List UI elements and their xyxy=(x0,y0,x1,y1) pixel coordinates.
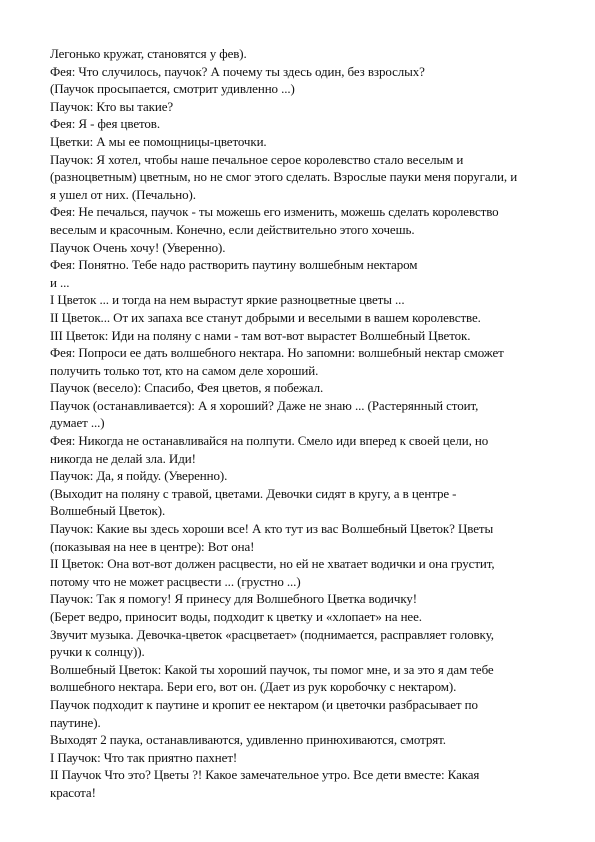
text-line: II Паучок Что это? Цветы ?! Какое замечательное утро. Все дети вместе: Какая xyxy=(50,767,480,783)
text-line: II Цветок... От их запаха все станут добрыми и веселыми в вашем королевстве. xyxy=(50,309,481,325)
text-line: Волшебный Цветок: Какой ты хороший паучок, ты помог мне, и за это я дам тебе xyxy=(50,661,494,677)
text-line: веселым и красочным. Конечно, если действительно этого хочешь. xyxy=(50,221,415,237)
text-line: потому что не может расцвести ... (грустно ...) xyxy=(50,573,301,589)
text-line: Паучок: Какие вы здесь хороши все! А кто тут из вас Волшебный Цветок? Цветы xyxy=(50,521,494,537)
text-line: Звучит музыка. Девочка-цветок «расцветает» (поднимается, расправляет головку, xyxy=(50,626,494,642)
text-line: (Паучок просыпается, смотрит удивленно ...) xyxy=(50,81,295,97)
text-line: Легонько кружат, становятся у фев). xyxy=(50,46,247,61)
text-line: III Цветок: Иди на поляну с нами - там вот-вот вырастет Волшебный Цветок. xyxy=(50,327,471,343)
text-line: Фея: Что случилось, паучок? А почему ты здесь один, без взрослых? xyxy=(50,63,425,79)
text-line: Фея: Понятно. Тебе надо растворить паутину волшебным нектаром xyxy=(50,257,418,273)
text-line: (Выходит на поляну с травой, цветами. Девочки сидят в кругу, а в центре - xyxy=(50,485,457,501)
text-line: красота! xyxy=(50,784,96,800)
text-line: думает ...) xyxy=(50,415,105,431)
text-line: получить только тот, кто на самом деле хороший. xyxy=(50,362,319,378)
text-line: никогда не делай зла. Иди! xyxy=(50,450,196,466)
text-line: Фея: Никогда не останавливайся на полпути. Смело иди вперед к своей цели, но xyxy=(50,433,489,449)
text-line: Паучок Очень хочу! (Уверенно). xyxy=(50,239,226,255)
text-line: Паучок: Так я помогу! Я принесу для Волшебного Цветка водичку! xyxy=(50,591,417,607)
text-line: (Берет ведро, приносит воды, подходит к цветку и «хлопает» на нее. xyxy=(50,609,422,624)
text-line: ручки к солнцу)). xyxy=(50,644,145,660)
text-line: Паучок: Я хотел, чтобы наше печальное серое королевство стало веселым и xyxy=(50,151,464,167)
text-line: Волшебный Цветок). xyxy=(50,503,166,519)
text-line: I Цветок ... и тогда на нем вырастут яркие разноцветные цветы ... xyxy=(50,292,405,308)
text-line: (разноцветным) цветным, но не смог этого сделать. Взрослые пауки меня поругали, и xyxy=(50,169,518,185)
text-line: Фея: Не печалься, паучок - ты можешь его изменить, можешь сделать королевство xyxy=(50,204,499,220)
text-line: (показывая на нее в центре): Вот она! xyxy=(50,538,255,554)
text-line: Паучок (останавливается): А я хороший? Даже не знаю ... (Растерянный стоит, xyxy=(50,397,479,413)
text-line: I Паучок: Что так приятно пахнет! xyxy=(50,749,238,765)
text-line: и ... xyxy=(50,274,70,290)
text-line: Фея: Я - фея цветов. xyxy=(50,116,160,132)
text-line: Фея: Попроси ее дать волшебного нектара. Но запомни: волшебный нектар сможет xyxy=(50,345,504,361)
text-line: Паучок: Кто вы такие? xyxy=(50,98,174,114)
text-line: II Цветок: Она вот-вот должен расцвести, но ей не хватает водички и она грустит, xyxy=(50,556,495,572)
text-line: я ушел от них. (Печально). xyxy=(50,186,196,202)
text-line: паутине). xyxy=(50,714,101,730)
text-line: Выходят 2 паука, останавливаются, удивленно принюхиваются, смотрят. xyxy=(50,732,446,748)
text-line: Цветки: А мы ее помощницы-цветочки. xyxy=(50,133,267,149)
text-line: Паучок подходит к паутине и кропит ее нектаром (и цветочки разбрасывает по xyxy=(50,696,478,712)
text-line: Паучок: Да, я пойду. (Уверенно). xyxy=(50,468,228,484)
document-text xyxy=(50,45,560,802)
text-line: Паучок (весело): Спасибо, Фея цветов, я побежал. xyxy=(50,380,324,396)
text-line: волшебного нектара. Бери его, вот он. (Дает из рук коробочку с нектаром). xyxy=(50,679,457,695)
